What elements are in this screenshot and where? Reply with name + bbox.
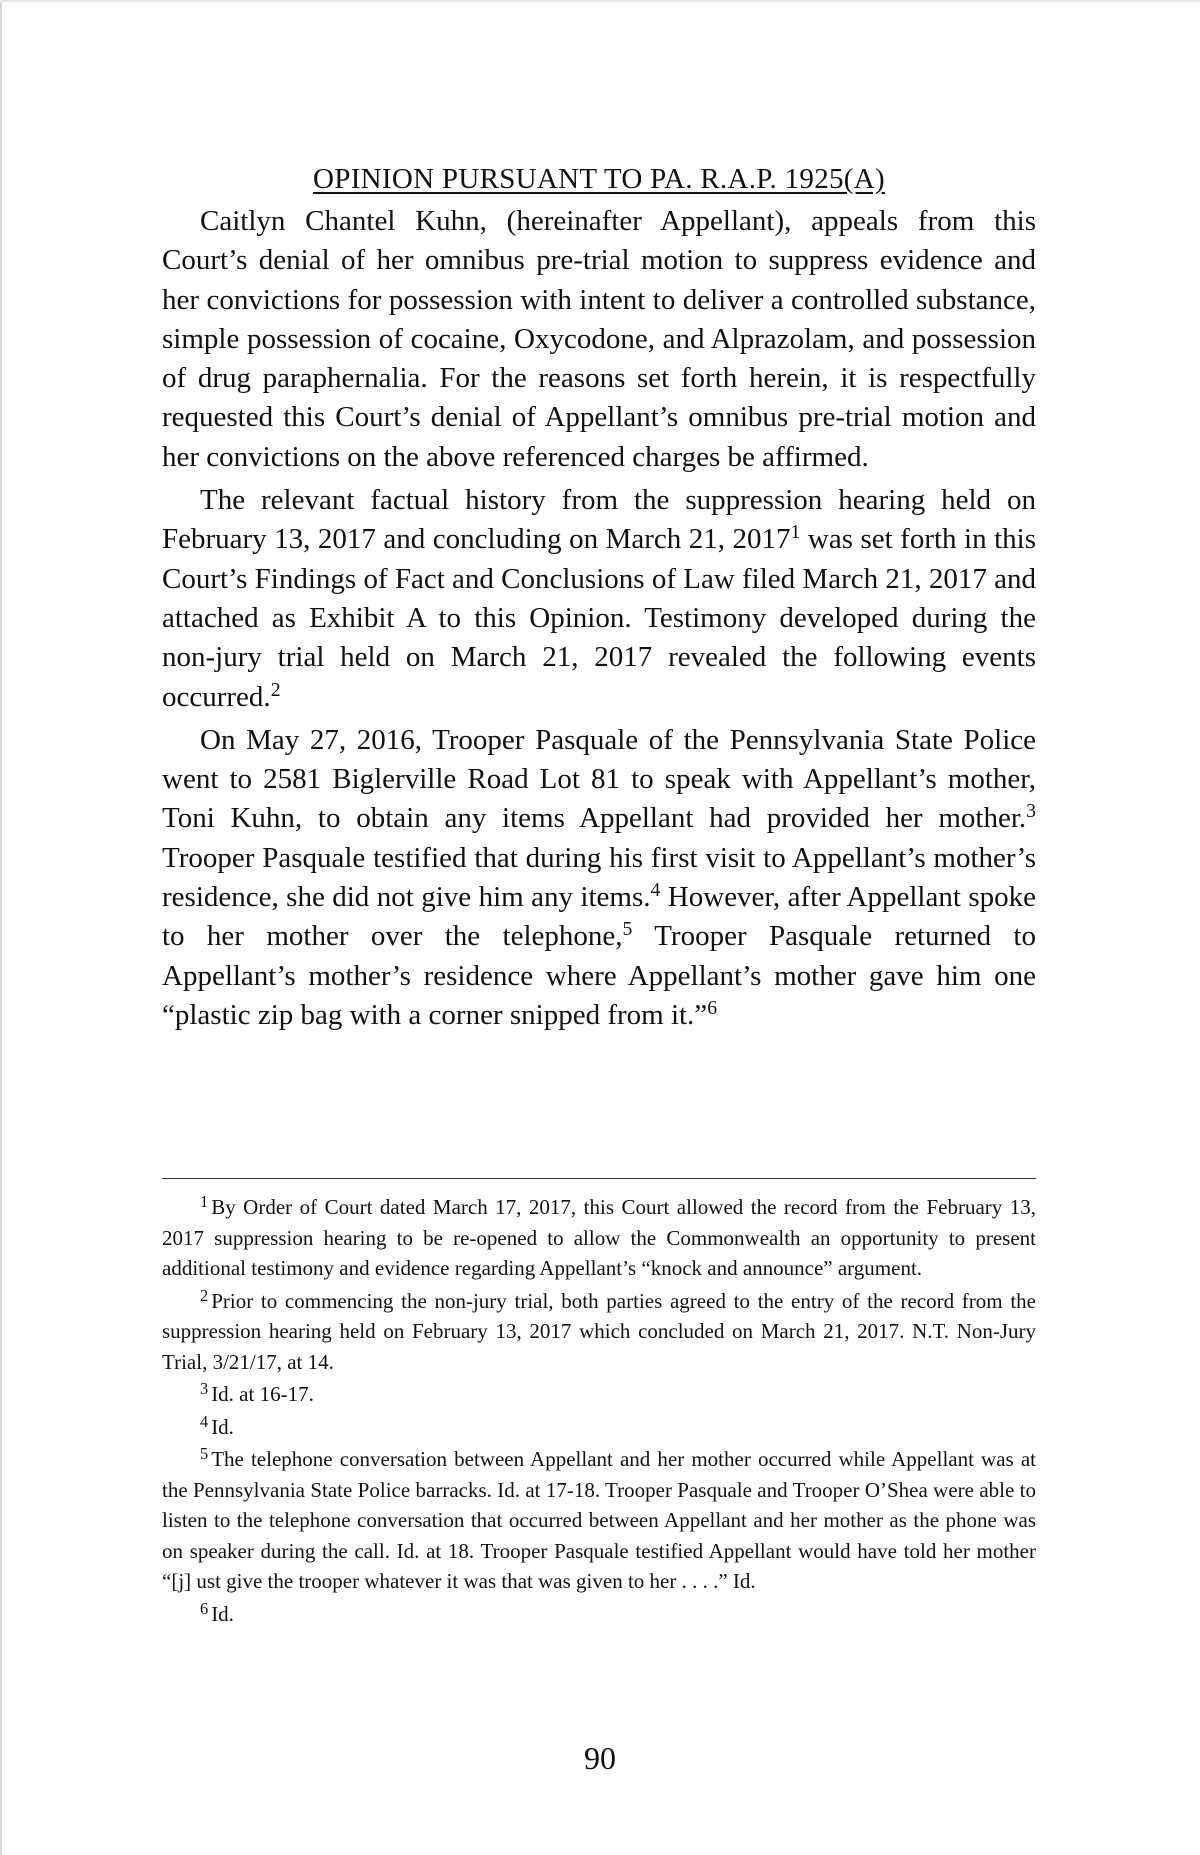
footnote-number: 4	[200, 1411, 209, 1431]
footnote-text: Id.	[211, 1414, 234, 1439]
page-title: OPINION PURSUANT TO PA. R.A.P. 1925(A)	[313, 163, 885, 195]
footnote-ref-6[interactable]: 6	[707, 997, 718, 1020]
footnote-text: Id.	[211, 1601, 234, 1626]
footnote-ref-3[interactable]: 3	[1026, 800, 1036, 823]
footnote-text: Prior to commencing the non-jury trial, both parties agreed to the entry of the record from the suppression hearing held on February 13, 2017 which concluded on March 21, 2017. N.T. Non-Jury Trial, 3/21/17, at 14.	[162, 1288, 1036, 1374]
footnote-number: 5	[200, 1444, 209, 1464]
body-text	[162, 160, 1036, 1039]
paragraph-text: was set forth in this Court’s Findings of Fact and Conclusions of Law filed March 21, 2017 and attached as Exhibit A to this Opinion. Testimony developed during the non-jury trial held on March 21, 2017 revealed the following events occurred.	[162, 523, 1036, 713]
footnote-number: 1	[200, 1192, 209, 1212]
paragraph-text: Caitlyn Chantel Kuhn, (hereinafter Appellant), appeals from this Court’s denial of her omnibus pre-trial motion to suppress evidence and her convictions for possession with intent to deliver a controlled substance, simple possession of cocaine, Oxycodone, and Alprazolam, and possession of drug paraphernalia. For the reasons set forth herein, it is respectfully requested this Court’s denial of Appellant’s omnibus pre-trial motion and her convictions on the above referenced charges be affirmed.	[162, 205, 1036, 473]
footnote-text: Id. at 16-17.	[211, 1382, 314, 1406]
paragraph-2	[162, 481, 1036, 717]
footnote-1	[162, 1192, 1036, 1284]
footnote-number: 2	[200, 1285, 209, 1305]
footnote-5	[162, 1444, 1036, 1597]
paragraph-text: Trooper Pasquale returned to Appellant’s mother’s residence where Appellant’s mother gave him one “plastic zip bag with a corner snipped from it.”	[162, 920, 1036, 1031]
footnote-number: 6	[200, 1598, 209, 1618]
paragraph-text: On May 27, 2016, Trooper Pasquale of the Pennsylvania State Police went to 2581 Biglerville Road Lot 81 to speak with Appellant’s mother, Toni Kuhn, to obtain any items Appellant had provided her mother.	[162, 723, 1036, 835]
footnote-2	[162, 1286, 1036, 1378]
footnote-ref-5[interactable]: 5	[622, 918, 633, 941]
footnote-ref-4[interactable]: 4	[650, 879, 661, 902]
footnote-ref-2[interactable]: 2	[270, 678, 281, 701]
footnote-divider	[162, 1178, 1036, 1179]
paragraph-text: However, after Appellant spoke to her mother over the telephone,	[162, 881, 1036, 953]
paragraph-1	[162, 202, 1036, 477]
footnote-text: By Order of Court dated March 17, 2017, this Court allowed the record from the February 13, 2017 suppression hearing to be re-opened to allow the Commonwealth an opportunity to present additional testimony and evidence regarding Appellant’s “knock and announce” argument.	[162, 1195, 1036, 1280]
footnote-text: The telephone conversation between Appellant and her mother occurred while Appellant was at the Pennsylvania State Police barracks. Id. at 17-18. Trooper Pasquale and Trooper O’Shea were able to listen to the telephone conversation that occurred between Appellant and her mother as the phone was on speaker during the call. Id. at 18. Trooper Pasquale testified Appellant would have told her mother “[j] ust give the trooper whatever it was that was given to her . . . .” Id.	[162, 1447, 1036, 1593]
paragraph-text: Trooper Pasquale testified that during his first visit to Appellant’s mother’s residence, she did not give him any items.	[162, 841, 1036, 914]
footnote-number: 3	[200, 1379, 209, 1399]
footnotes	[162, 1192, 1036, 1631]
footnote-3	[162, 1379, 1036, 1410]
footnote-ref-1[interactable]: 1	[790, 521, 801, 544]
footnote-4	[162, 1412, 1036, 1443]
page-number: 90	[584, 1740, 616, 1776]
paragraph-3	[162, 721, 1036, 1035]
paragraph-text: The relevant factual history from the suppression hearing held on February 13, 2017 and concluding on March 21, 2017	[162, 484, 1036, 556]
footnote-6	[162, 1599, 1036, 1630]
